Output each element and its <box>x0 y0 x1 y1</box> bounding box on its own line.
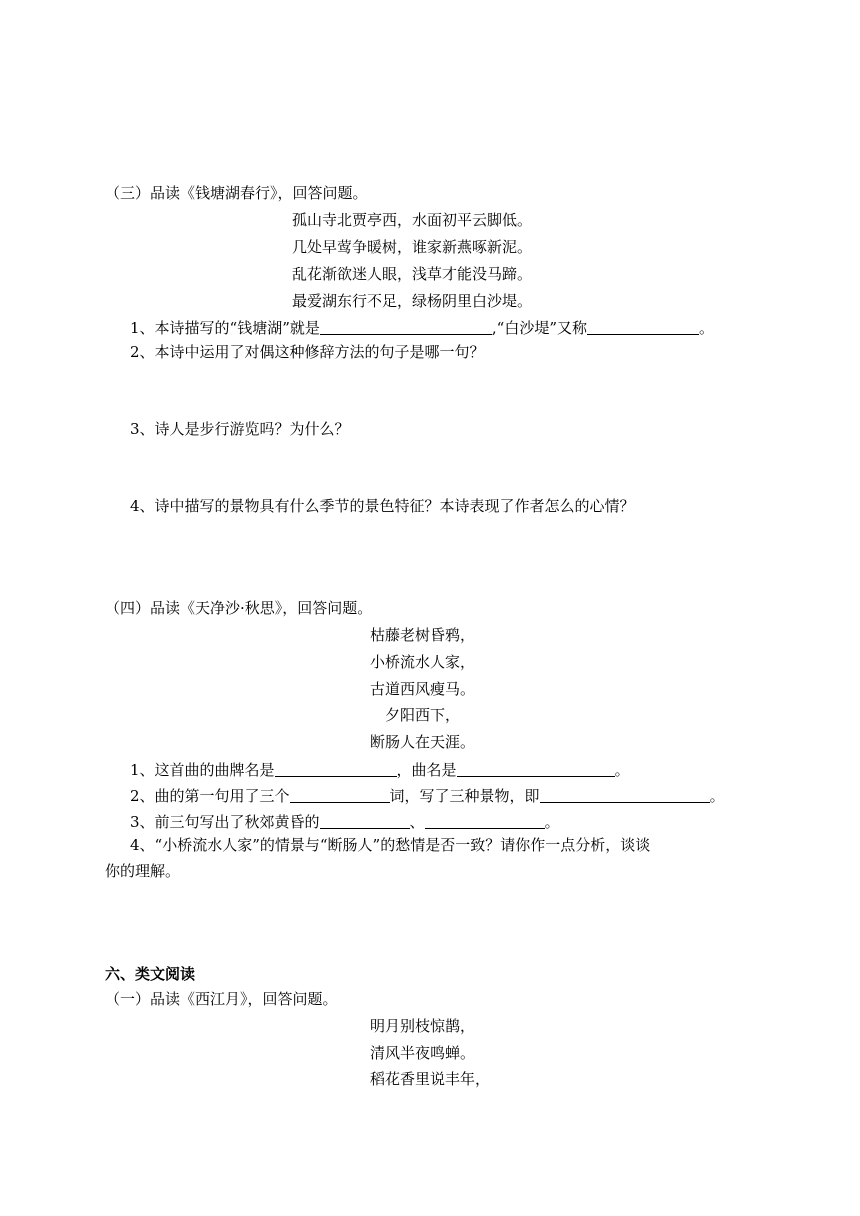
answer-blank[interactable] <box>425 813 545 829</box>
question-1 <box>130 761 630 778</box>
answer-blank[interactable] <box>320 813 410 829</box>
poem-line: 夕阳西下， <box>385 706 461 724</box>
answer-blank[interactable] <box>275 761 397 777</box>
poem-line: 几处早莺争暖树，谁家新燕啄新泥。 <box>292 238 533 256</box>
poem-line: 稻花香里说丰年， <box>370 1070 491 1088</box>
answer-blank[interactable] <box>587 319 699 335</box>
question-text: 。 <box>544 813 560 831</box>
answer-blank[interactable] <box>320 319 492 335</box>
section3-heading: （三）品读《钱塘湖春行》，回答问题。 <box>105 184 368 202</box>
poem-line: 明月别枝惊鹊， <box>370 1017 476 1035</box>
question-4: 4、“小桥流水人家”的情景与“断肠人”的愁情是否一致？请你作一点分析，谈谈 <box>130 836 651 854</box>
poem-line: 断肠人在天涯。 <box>370 733 476 751</box>
poem-line: 枯藤老树昏鸦， <box>370 626 476 644</box>
question-text: ,“白沙堤”又称 <box>491 319 587 337</box>
question-text: 。 <box>709 787 725 805</box>
part6-heading: （一）品读《西江月》，回答问题。 <box>105 990 338 1008</box>
poem-line: 乱花渐欲迷人眼，浅草才能没马蹄。 <box>292 265 533 283</box>
question-text: 1、这首曲的曲牌名是 <box>130 761 275 779</box>
poem-line: 古道西风瘦马。 <box>370 680 476 698</box>
question-2: 2、本诗中运用了对偶这种修辞方法的句子是哪一句？ <box>130 343 485 361</box>
question-text: ，曲名是 <box>396 761 457 779</box>
answer-blank[interactable] <box>290 787 390 803</box>
question-text: 。 <box>699 319 715 337</box>
question-text: 2、曲的第一句用了三个 <box>130 787 290 805</box>
poem-line: 清风半夜鸣蝉。 <box>370 1044 476 1062</box>
question-3 <box>130 813 560 830</box>
answer-blank[interactable] <box>457 761 615 777</box>
poem-line: 孤山寺北贾亭西，水面初平云脚低。 <box>292 211 533 229</box>
question-text: 词，写了三种景物，即 <box>389 787 540 805</box>
poem-line: 小桥流水人家， <box>370 653 476 671</box>
question-2 <box>130 787 725 804</box>
poem-line: 最爱湖东行不足，绿杨阴里白沙堤。 <box>292 292 533 310</box>
question-3: 3、诗人是步行游览吗？为什么？ <box>130 420 350 438</box>
section4-heading: （四）品读《天净沙·秋思》，回答问题。 <box>105 599 373 617</box>
question-text: 、 <box>409 813 425 831</box>
answer-blank[interactable] <box>540 787 710 803</box>
question-4: 4、诗中描写的景物具有什么季节的景色特征？本诗表现了作者怎么的心情？ <box>130 497 635 515</box>
question-text: 1、本诗描写的“钱塘湖”就是 <box>130 319 320 337</box>
question-4-continued: 你的理解。 <box>105 862 181 880</box>
part6-title: 六、类文阅读 <box>105 965 196 983</box>
question-1 <box>130 319 714 336</box>
question-text: 。 <box>614 761 630 779</box>
question-text: 3、前三句写出了秋郊黄昏的 <box>130 813 320 831</box>
